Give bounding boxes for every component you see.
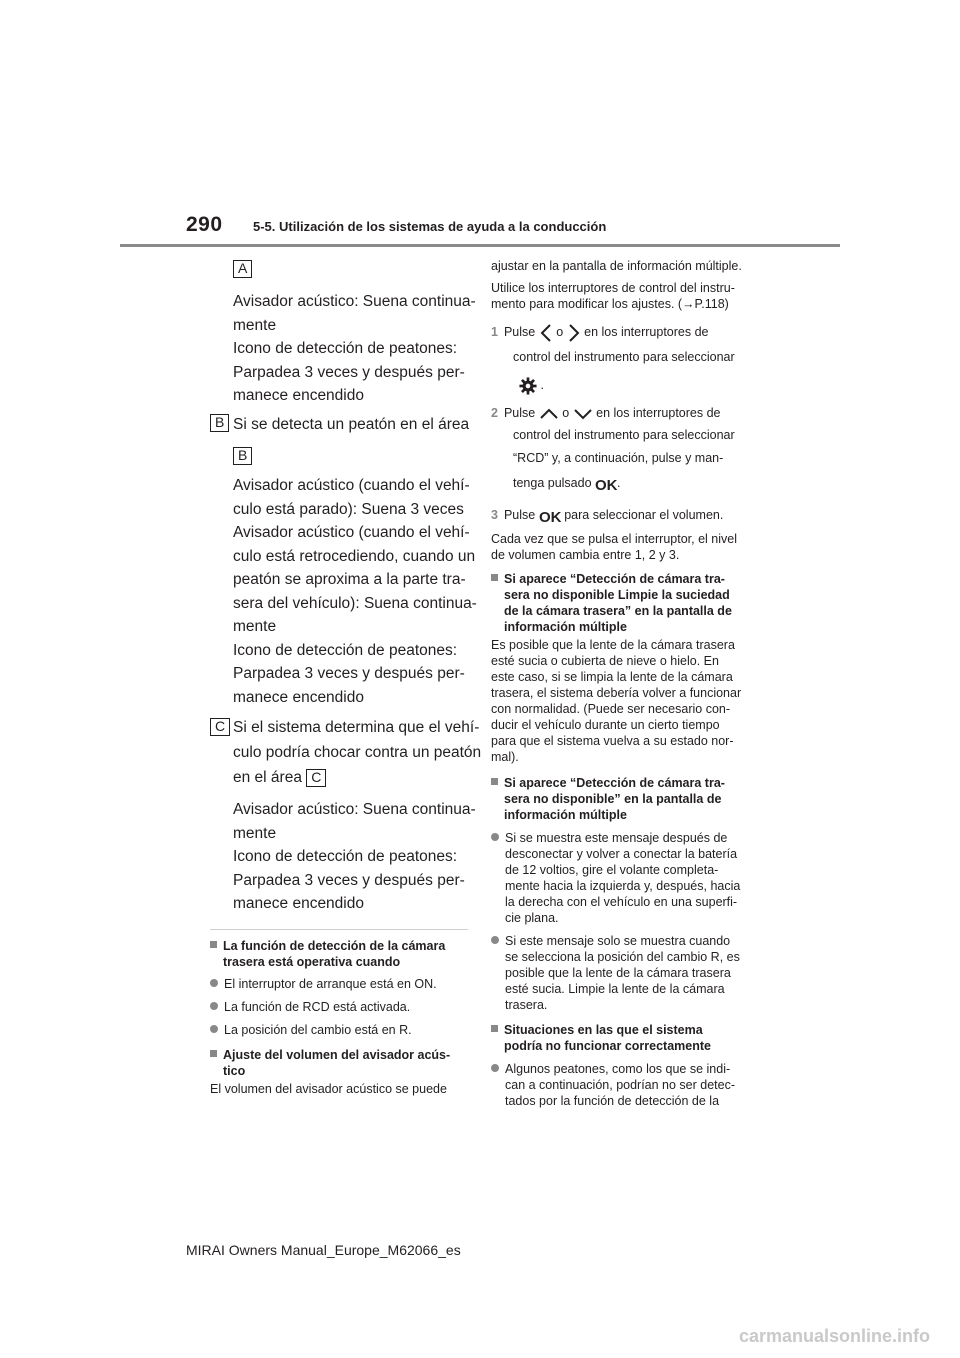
step-3: 3 Pulse OK para seleccionar el volumen. [491, 505, 723, 525]
bullet-icon [491, 936, 499, 944]
chevron-up-icon [539, 407, 559, 421]
c-intro: Si el sistema determina que el vehí- culo podría chocar contra un peatón en el área C [233, 719, 482, 786]
b-description: Avisador acústico (cuando el vehí- culo está parado): Suena 3 veces Avisador acústico (cuando el vehí- culo está retrocediendo, cuando un peatón se aproxima a la parte tra- sera del vehículo): Suena continua- mente Icono de detección de peatones: Parpadea 3 veces y después per- manece encendido [233, 477, 477, 706]
square-bullet-icon [210, 941, 217, 948]
bullet-icon [210, 1025, 218, 1033]
step-number: 2 [491, 406, 498, 420]
gear-icon [519, 377, 537, 395]
ok-icon [539, 509, 561, 523]
header-rule [120, 244, 840, 247]
footer-manual-title: MIRAI Owners Manual_Europe_M62066_es [186, 1242, 461, 1258]
column-separator [210, 929, 468, 930]
page-number: 290 [186, 213, 223, 236]
bullet-pedestrians: Algunos peatones, como los que se indi- can a continuación, podrían no ser detec- tados por la función de detección de la [491, 1061, 735, 1109]
square-bullet-icon [491, 1025, 498, 1032]
operative-bullets: El interruptor de arranque está en ON. La función de RCD está activada. La posición del cambio está en R. [210, 976, 437, 1045]
bullet-icon [210, 979, 218, 987]
step-number: 1 [491, 325, 498, 339]
b-intro: Si se detecta un peatón en el área [233, 416, 470, 433]
switch-hint: Utilice los interruptores de control del instru- mento para modificar los ajustes. (→P.118) [491, 281, 735, 311]
label-b: B [233, 447, 252, 465]
paragraph-camera-dirty: Es posible que la lente de la cámara trasera esté sucia o cubierta de nieve o hielo. En este caso, si se limpia la lente de la cámara trasera, el sistema debería volver a funcionar con normalidad. (Puede ser necesario con- ducir el vehículo durante un cierto tiempo para que el sistema vuelva a su estado nor- mal). [491, 638, 742, 764]
step-2: 2 Pulse o en los interruptores de control del instrumento para seleccionar “RCD” y, a continuación, pulse y man- tenga pulsado OK . [491, 402, 771, 496]
heading-camera-dirty: Si aparece “Detección de cámara tra- sera no disponible Limpie la suciedad de la cámara trasera” en la pantalla de información múltiple [491, 571, 766, 635]
svg-text:OK: OK [595, 476, 618, 491]
square-bullet-icon [491, 574, 498, 581]
chevron-right-icon [567, 323, 581, 343]
volume-text-cont: ajustar en la pantalla de información múltiple. [491, 259, 742, 273]
marker-c: C [210, 718, 230, 736]
volume-text: El volumen del avisador acústico se puede [210, 1082, 447, 1096]
heading-camera-unavailable: Si aparece “Detección de cámara tra- sera no disponible” en la pantalla de información múltiple [491, 775, 766, 823]
bullet-icon [210, 1002, 218, 1010]
chevron-left-icon [539, 323, 553, 343]
c-inline-label: C [306, 769, 326, 787]
bullet-icon [491, 1064, 499, 1072]
watermark: carmanualsonline.info [738, 1326, 930, 1346]
a-description: Avisador acústico: Suena continua- mente Icono de detección de peatones: Parpadea 3 veces y después per- manece encendido [233, 293, 476, 404]
heading-situations: Situaciones en las que el sistema podría no funcionar correctamente [491, 1022, 766, 1054]
bullet-battery: Si se muestra este mensaje después de desconectar y volver a conectar la batería de 12 voltios, gire el volante completa- mente hacia la izquierda y, después, hacia la derecha con el vehículo en una superfi- cie plana. [491, 830, 740, 926]
ok-icon [595, 477, 617, 491]
operative-heading: La función de detección de la cámara trasera está operativa cuando [210, 938, 472, 970]
bullet-icon [491, 833, 499, 841]
bullet-reverse: Si este mensaje solo se muestra cuando se selecciona la posición del cambio R, es posible que la lente de la cámara trasera esté sucia. Limpie la lente de la cámara trasera. [491, 933, 740, 1013]
chevron-down-icon [573, 407, 593, 421]
section-title: 5-5. Utilización de los sistemas de ayuda a la conducción [253, 219, 607, 234]
marker-b: B [210, 414, 229, 432]
svg-text:OK: OK [538, 508, 561, 523]
volume-paragraph: Cada vez que se pulsa el interruptor, el nivel de volumen cambia entre 1, 2 y 3. [491, 532, 737, 562]
c-description: Avisador acústico: Suena continua- mente Icono de detección de peatones: Parpadea 3 veces y después per- manece encendido [233, 801, 476, 912]
volume-heading: Ajuste del volumen del avisador acús- tico [210, 1047, 472, 1079]
square-bullet-icon [491, 778, 498, 785]
step-1: 1 Pulse o en los interruptores de control del instrumento para seleccionar . [491, 320, 771, 400]
step-number: 3 [491, 508, 498, 522]
square-bullet-icon [210, 1050, 217, 1057]
label-a: A [233, 260, 252, 278]
